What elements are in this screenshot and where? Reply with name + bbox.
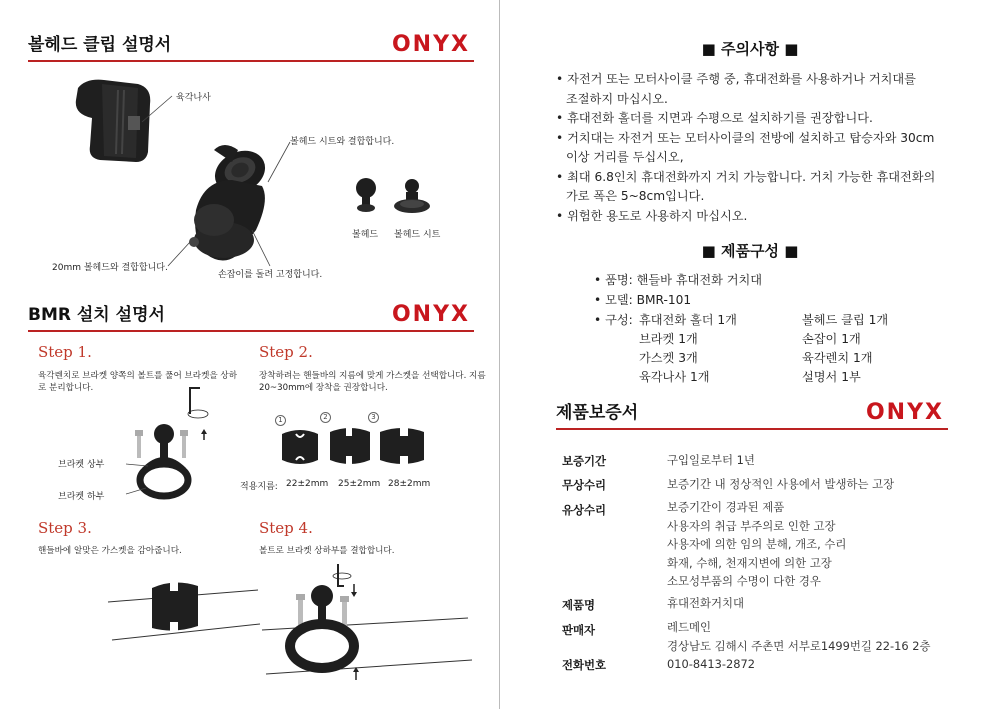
composition-item: 브라켓 1개 [639, 332, 698, 346]
warranty-value-line: 소모성부품의 수명이 다한 경우 [667, 574, 821, 588]
gasket-marker-1: 1 [275, 415, 286, 426]
caution-line: • 최대 6.8인치 휴대전화까지 거치 가능합니다. 거치 가능한 휴대전화의 [556, 169, 936, 184]
product-name-label: 제품명 [562, 598, 596, 612]
onyx-logo: ONYX [865, 400, 944, 425]
step-1-text: 육각렌치로 브라켓 양쪽의 볼트를 풀어 브라켓을 상하로 분리합니다. [38, 371, 238, 393]
warranty-period-value [667, 451, 755, 470]
step-3-gasket-wrap-illustration [104, 570, 264, 650]
composition-item: 설명서 1부 [802, 370, 861, 384]
composition-item: 볼헤드 클립 1개 [802, 313, 889, 327]
free-repair-label: 무상수리 [562, 478, 607, 492]
warranty-value-line: 화재, 수해, 천재지변에 의한 고장 [667, 555, 832, 570]
step-2-text: 장착하려는 핸들바의 지름에 맞게 가스켓을 선택합니다. 지름 20~30mm에 장착을 권장합니다. [259, 371, 486, 393]
warranty-title: 제품보증서 [556, 403, 639, 423]
fit-diameter-value-2: 25±2mm [338, 479, 381, 489]
composition-item: 휴대전화 홀더 1개 [639, 313, 737, 327]
fit-diameter-value-1: 22±2mm [286, 479, 329, 489]
composition-item: 가스켓 3개 [639, 351, 698, 365]
right-page [500, 0, 1000, 709]
bmr-section-header [28, 304, 474, 332]
warranty-value-line: 경상남도 김해시 주촌면 서부로1499번길 22-16 2층 [667, 638, 931, 653]
gasket-3 [380, 428, 424, 464]
bmr-section-title: BMR 설치 설명서 [28, 305, 165, 325]
step-3-title: Step 3. [38, 519, 92, 537]
gasket-marker-2: 2 [320, 412, 331, 423]
warranty-value-line: 휴대전화거치대 [667, 596, 745, 610]
step-4-bolt-assembly-illustration [258, 562, 498, 692]
warranty-period-label: 보증기간 [562, 454, 607, 468]
warranty-value-line: 010-8413-2872 [667, 657, 755, 671]
warranty-value-line: 사용자의 취급 부주의로 인한 고장 [667, 518, 836, 533]
composition-item: 손잡이 1개 [802, 332, 861, 346]
caution-line: • 자전거 또는 모터사이클 주행 중, 휴대전화를 사용하거나 거치대를 [556, 72, 916, 86]
cautions-title: ■ 주의사항 ■ [701, 40, 799, 58]
model-number: • 모델: BMR-101 [594, 293, 692, 307]
product-name-value [667, 594, 744, 613]
gasket-1 [282, 430, 318, 464]
caution-line: • 휴대전화 홀더를 지면과 수평으로 설치하기를 권장합니다. [556, 111, 873, 125]
caution-line: • 거치대는 자전거 또는 모터사이클의 전방에 설치하고 탑승자와 30cm [556, 130, 935, 145]
step-4-title: Step 4. [259, 519, 313, 537]
onyx-logo: ONYX [391, 32, 470, 57]
paid-repair-label: 유상수리 [562, 503, 607, 517]
onyx-logo: ONYX [391, 302, 470, 327]
ballhead-caption: 볼헤드 [352, 230, 379, 240]
caution-line: • 위험한 용도로 사용하지 마십시오. [556, 208, 748, 223]
caution-line: 가로 폭은 5~8cm입니다. [566, 189, 705, 203]
warranty-value-line: 보증기간 내 정상적인 사용에서 발생하는 고장 [667, 477, 895, 491]
phone-label: 전화번호 [562, 658, 607, 672]
free-repair-value [667, 475, 894, 494]
ballhead-seat-caption: 볼헤드 시트 [394, 230, 441, 240]
ballhead-seat-part [394, 179, 430, 213]
paid-repair-value [667, 498, 846, 591]
ballhead-clip-body [76, 80, 150, 162]
warranty-value-line: 구입일로부터 1년 [667, 453, 755, 467]
gasket-2 [330, 428, 370, 464]
fit-diameter-value-3: 28±2mm [388, 479, 431, 489]
gasket-marker-3: 3 [368, 412, 379, 423]
step-3-text: 핸들바에 알맞은 가스켓을 감아줍니다. [38, 546, 182, 556]
step-2-title: Step 2. [259, 343, 313, 361]
seller-label: 판매자 [562, 623, 596, 637]
gasket-set-illustration [276, 424, 476, 474]
warranty-section-header [556, 402, 948, 430]
product-name: • 품명: 핸들바 휴대전화 거치대 [594, 273, 763, 287]
hex-screw-caption: 육각나사 [176, 93, 211, 103]
knob-fix-caption: 손잡이를 돌려 고정합니다. [218, 270, 323, 280]
step-1-title: Step 1. [38, 343, 92, 361]
composition-item: 육각나사 1개 [639, 370, 710, 384]
warranty-value-line: 보증기간이 경과된 제품 [667, 500, 785, 514]
seller-value [667, 618, 931, 655]
ballhead-section-header [28, 34, 474, 62]
composition-label: • 구성: [594, 313, 633, 327]
caution-line: 조절하지 마십시오. [566, 91, 668, 106]
warranty-value-line: 레드메인 [667, 620, 712, 634]
bracket-lower-label: 브라켓 하부 [58, 492, 105, 502]
warranty-value-line: 사용자에 의한 임의 분해, 개조, 수리 [667, 537, 847, 551]
ballhead-clamp-body [189, 143, 272, 261]
join-20mm-caption: 20mm 볼헤드와 결합합니다. [52, 263, 168, 273]
bracket-upper-label: 브라켓 상부 [58, 460, 105, 470]
ballhead-section-title: 볼헤드 클립 설명서 [28, 35, 172, 55]
composition-item: 육각렌치 1개 [802, 351, 873, 365]
fit-diameter-label: 적용지름: [240, 482, 278, 492]
caution-line: 이상 거리를 두십시오, [566, 150, 684, 164]
contents-title: ■ 제품구성 ■ [701, 242, 799, 260]
ballhead-part [356, 178, 376, 212]
phone-value [667, 655, 755, 674]
step-4-text: 볼트로 브라켓 상하부를 결합합니다. [259, 546, 395, 556]
ballhead-seat-join-caption: 볼헤드 시트와 결합합니다. [290, 137, 395, 147]
